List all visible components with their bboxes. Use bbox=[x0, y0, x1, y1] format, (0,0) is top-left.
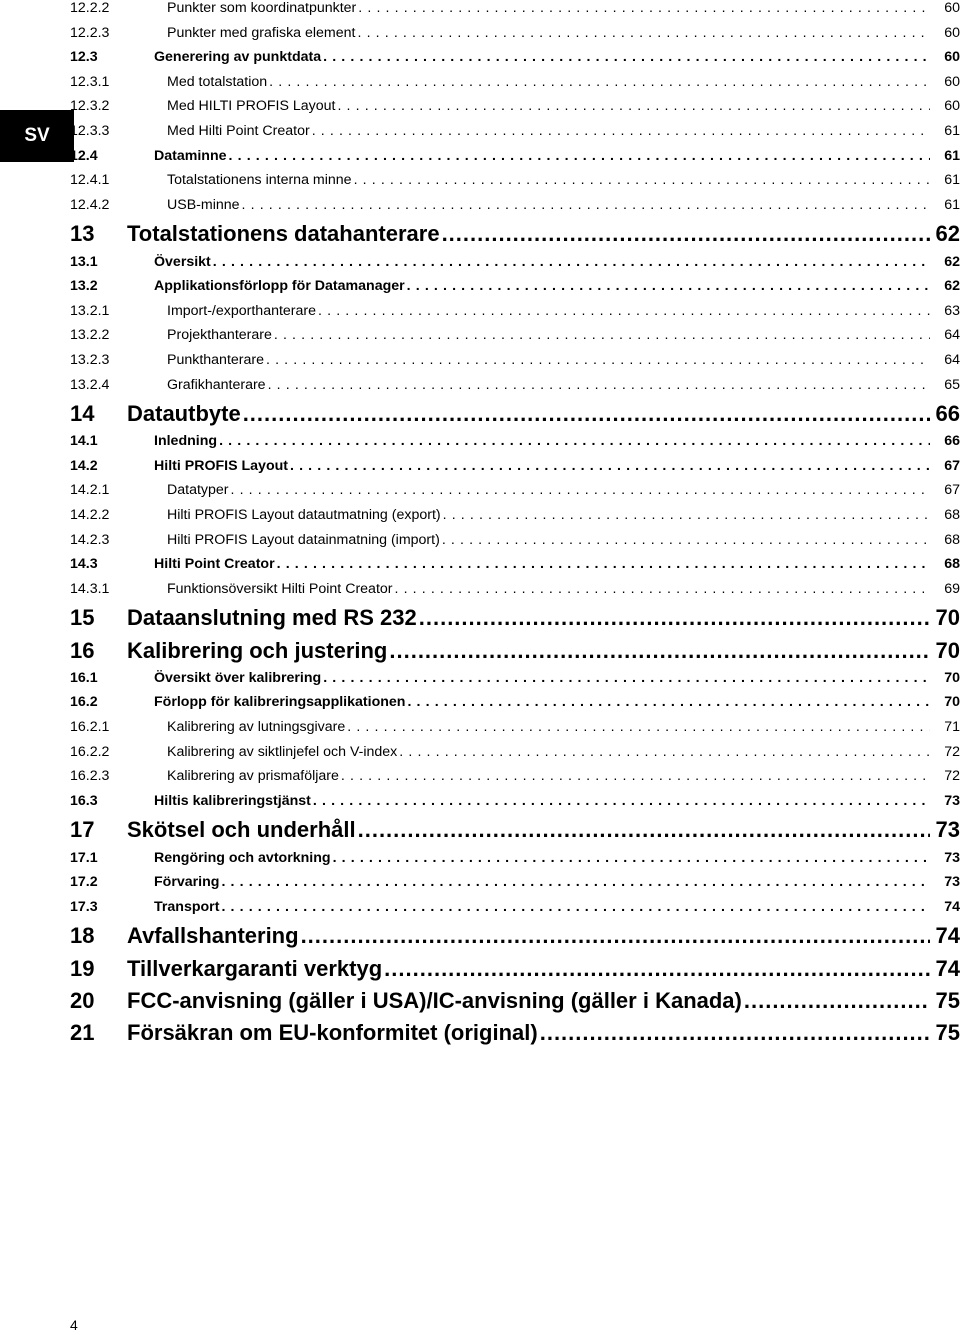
toc-entry[interactable] bbox=[70, 956, 960, 988]
toc-entry-page: 74 bbox=[935, 955, 960, 981]
toc-entry-title: Hilti PROFIS Layout datainmatning (import) bbox=[167, 531, 440, 548]
toc-entry[interactable] bbox=[70, 874, 960, 899]
toc-entry[interactable] bbox=[70, 670, 960, 695]
toc-entry[interactable] bbox=[70, 744, 960, 769]
dot-leader bbox=[442, 532, 930, 548]
dot-leader bbox=[231, 482, 930, 498]
dot-leader bbox=[358, 817, 930, 843]
toc-entry-page: 68 bbox=[944, 507, 960, 524]
dot-leader bbox=[243, 401, 930, 427]
toc-entry-number: 19 bbox=[70, 955, 95, 981]
dot-leader bbox=[384, 956, 930, 982]
toc-entry-page: 60 bbox=[944, 0, 960, 16]
toc-entry-title: Kalibrering av lutningsgivare bbox=[167, 719, 346, 735]
toc-entry-page: 68 bbox=[944, 531, 960, 548]
toc-entry-number: 13.2.4 bbox=[70, 376, 110, 393]
toc-entry[interactable] bbox=[70, 507, 960, 532]
toc-entry-page: 60 bbox=[944, 24, 960, 41]
toc-entry-number: 14 bbox=[70, 401, 95, 427]
toc-entry-title: USB-minne bbox=[167, 196, 240, 213]
toc-entry-title: Punkter som koordinatpunkter bbox=[167, 0, 357, 16]
toc-entry-number: 12.2.3 bbox=[70, 24, 110, 41]
dot-leader bbox=[354, 172, 930, 188]
dot-leader bbox=[213, 254, 930, 270]
toc-entry-number: 18 bbox=[70, 923, 95, 949]
toc-entry-title: Översikt över kalibrering bbox=[154, 669, 322, 686]
toc-entry-number: 16.3 bbox=[70, 792, 98, 809]
toc-entry-title: Dataanslutning med RS 232 bbox=[127, 605, 417, 631]
dot-leader bbox=[407, 278, 930, 294]
toc-entry-page: 73 bbox=[944, 792, 960, 809]
toc-entry-page: 69 bbox=[944, 580, 960, 597]
toc-entry-number: 12.3 bbox=[70, 49, 98, 66]
toc-entry-page: 64 bbox=[944, 351, 960, 368]
toc-entry-page: 61 bbox=[944, 147, 960, 164]
toc-entry-title: Skötsel och underhåll bbox=[127, 817, 356, 843]
toc-entry[interactable] bbox=[70, 482, 960, 507]
language-tab: SV bbox=[0, 110, 74, 162]
toc-entry[interactable] bbox=[70, 278, 960, 303]
toc-entry-number: 16.2.1 bbox=[70, 719, 110, 735]
toc-entry-number: 16.2.2 bbox=[70, 743, 110, 760]
toc-entry-title: FCC-anvisning (gäller i USA)/IC-anvisning (gäller i Kanada) bbox=[127, 987, 742, 1013]
toc-entry[interactable] bbox=[70, 694, 960, 719]
toc-entry-page: 75 bbox=[935, 1019, 960, 1045]
toc-entry-number: 12.2.2 bbox=[70, 0, 110, 16]
toc-entry-number: 14.3.1 bbox=[70, 580, 110, 597]
toc-entry-page: 62 bbox=[935, 221, 960, 247]
toc-entry[interactable] bbox=[70, 98, 960, 123]
toc-entry-number: 14.2.3 bbox=[70, 531, 110, 548]
dot-leader bbox=[274, 327, 930, 343]
toc-entry[interactable] bbox=[70, 719, 960, 744]
toc-entry-number: 12.4 bbox=[70, 147, 98, 164]
toc-entry-number: 16.2 bbox=[70, 694, 98, 711]
dot-leader bbox=[333, 850, 930, 866]
toc-entry-title: Hilti PROFIS Layout bbox=[154, 457, 288, 474]
dot-leader bbox=[313, 793, 930, 809]
toc-entry-page: 70 bbox=[935, 605, 960, 631]
toc-entry-page: 66 bbox=[935, 401, 960, 427]
dot-leader bbox=[395, 581, 930, 597]
toc-entry-title: Med totalstation bbox=[167, 73, 268, 90]
dot-leader bbox=[242, 197, 930, 213]
dot-leader bbox=[229, 148, 930, 164]
toc-entry-title: Datatyper bbox=[167, 482, 229, 499]
toc-entry-number: 14.2.1 bbox=[70, 482, 110, 499]
toc-entry-title: Punkthanterare bbox=[167, 351, 265, 368]
toc-entry[interactable] bbox=[70, 377, 960, 402]
dot-leader bbox=[312, 123, 930, 139]
toc-entry[interactable] bbox=[70, 123, 960, 148]
toc-entry-number: 13.2 bbox=[70, 278, 98, 295]
toc-entry-page: 73 bbox=[944, 874, 960, 891]
toc-entry[interactable] bbox=[70, 532, 960, 557]
dot-leader bbox=[323, 670, 930, 686]
toc-entry-title: Inledning bbox=[154, 433, 218, 450]
toc-entry-number: 20 bbox=[70, 987, 95, 1013]
toc-entry[interactable] bbox=[70, 74, 960, 99]
toc-entry[interactable] bbox=[70, 49, 960, 74]
toc-entry-number: 14.3 bbox=[70, 556, 98, 573]
toc-entry[interactable] bbox=[70, 303, 960, 328]
toc-entry-number: 14.1 bbox=[70, 433, 98, 450]
toc-entry-title: Projekthanterare bbox=[167, 327, 272, 344]
toc-entry[interactable] bbox=[70, 433, 960, 458]
toc-entry-page: 60 bbox=[944, 98, 960, 115]
toc-entry-page: 61 bbox=[944, 196, 960, 213]
toc-entry-page: 74 bbox=[935, 923, 960, 949]
toc-entry-title: Datautbyte bbox=[127, 401, 241, 427]
toc-entry-title: Applikationsförlopp för Datamanager bbox=[154, 278, 405, 295]
toc-entry-page: 70 bbox=[944, 694, 960, 711]
toc-entry-number: 17.2 bbox=[70, 874, 98, 891]
toc-entry-number: 16 bbox=[70, 637, 95, 663]
toc-entry-title: Import-/exporthanterare bbox=[167, 302, 317, 319]
toc-entry-title: Transport bbox=[154, 898, 220, 915]
toc-entry-title: Funktionsöversikt Hilti Point Creator bbox=[167, 580, 393, 597]
toc-entry-number: 12.4.1 bbox=[70, 172, 110, 189]
toc-entry-number: 14.2 bbox=[70, 457, 98, 474]
toc-entry-title: Med HILTI PROFIS Layout bbox=[167, 98, 336, 115]
toc-entry[interactable] bbox=[70, 458, 960, 483]
toc-entry-number: 13.1 bbox=[70, 253, 98, 270]
toc-entry[interactable] bbox=[70, 581, 960, 606]
toc-entry-page: 66 bbox=[944, 433, 960, 450]
toc-entry-page: 73 bbox=[944, 849, 960, 866]
toc-entry-title: Förlopp för kalibreringsapplikationen bbox=[154, 694, 406, 711]
dot-leader bbox=[540, 1020, 930, 1046]
toc-entry[interactable] bbox=[70, 988, 960, 1020]
dot-leader bbox=[341, 768, 930, 784]
dot-leader bbox=[323, 49, 930, 65]
dot-leader bbox=[318, 303, 930, 319]
toc-entry-number: 13.2.3 bbox=[70, 351, 110, 368]
toc-entry[interactable] bbox=[70, 254, 960, 279]
toc-entry-title: Kalibrering av siktlinjefel och V-index bbox=[167, 743, 398, 760]
toc-entry[interactable] bbox=[70, 899, 960, 924]
dot-leader bbox=[347, 719, 930, 735]
toc-entry[interactable] bbox=[70, 605, 960, 637]
toc-entry[interactable] bbox=[70, 793, 960, 818]
toc-entry-title: Generering av punktdata bbox=[154, 49, 322, 66]
toc-entry[interactable] bbox=[70, 0, 960, 25]
toc-entry-number: 12.3.2 bbox=[70, 98, 110, 115]
toc-entry-number: 12.4.2 bbox=[70, 196, 110, 213]
toc-entry[interactable] bbox=[70, 327, 960, 352]
toc-entry-page: 64 bbox=[944, 327, 960, 344]
table-of-contents bbox=[70, 0, 960, 1052]
toc-entry[interactable] bbox=[70, 556, 960, 581]
toc-entry-number: 12.3.1 bbox=[70, 73, 110, 90]
dot-leader bbox=[443, 507, 930, 523]
toc-entry-number: 12.3.3 bbox=[70, 122, 110, 139]
toc-entry[interactable] bbox=[70, 221, 960, 253]
toc-entry-title: Totalstationens interna minne bbox=[167, 172, 352, 189]
dot-leader bbox=[399, 744, 930, 760]
toc-entry[interactable] bbox=[70, 172, 960, 197]
dot-leader bbox=[407, 694, 930, 710]
toc-entry[interactable] bbox=[70, 197, 960, 222]
toc-entry-number: 17 bbox=[70, 817, 95, 843]
dot-leader bbox=[290, 458, 930, 474]
toc-entry-title: Hiltis kalibreringstjänst bbox=[154, 792, 311, 809]
toc-entry-number: 13.2.2 bbox=[70, 327, 110, 344]
dot-leader bbox=[357, 25, 930, 41]
toc-entry-title: Dataminne bbox=[154, 147, 227, 164]
dot-leader bbox=[219, 433, 930, 449]
toc-entry-page: 62 bbox=[944, 278, 960, 295]
dot-leader bbox=[389, 638, 930, 664]
toc-entry[interactable] bbox=[70, 25, 960, 50]
dot-leader bbox=[301, 923, 930, 949]
toc-entry-number: 17.3 bbox=[70, 898, 98, 915]
toc-entry[interactable] bbox=[70, 352, 960, 377]
toc-entry[interactable] bbox=[70, 638, 960, 670]
dot-leader bbox=[419, 605, 930, 631]
toc-entry-page: 72 bbox=[944, 743, 960, 760]
toc-entry-number: 21 bbox=[70, 1019, 95, 1045]
toc-entry-number: 16.1 bbox=[70, 669, 98, 686]
toc-entry-title: Översikt bbox=[154, 253, 211, 270]
toc-entry-page: 63 bbox=[944, 302, 960, 319]
toc-entry-number: 14.2.2 bbox=[70, 507, 110, 524]
toc-entry-page: 67 bbox=[944, 457, 960, 474]
dot-leader bbox=[442, 221, 930, 247]
dot-leader bbox=[221, 899, 930, 915]
toc-entry-number: 16.2.3 bbox=[70, 768, 110, 785]
toc-entry-page: 68 bbox=[944, 556, 960, 573]
toc-entry-page: 62 bbox=[944, 253, 960, 270]
toc-entry-title: Avfallshantering bbox=[127, 923, 299, 949]
toc-entry-page: 70 bbox=[944, 669, 960, 686]
dot-leader bbox=[268, 377, 930, 393]
toc-entry-page: 71 bbox=[944, 719, 960, 735]
toc-entry-title: Hilti Point Creator bbox=[154, 556, 275, 573]
toc-entry-page: 60 bbox=[944, 73, 960, 90]
toc-entry-number: 13.2.1 bbox=[70, 302, 110, 319]
toc-entry-title: Hilti PROFIS Layout datautmatning (export) bbox=[167, 507, 441, 524]
dot-leader bbox=[358, 0, 930, 16]
dot-leader bbox=[269, 74, 930, 90]
toc-entry-number: 13 bbox=[70, 221, 95, 247]
toc-entry-title: Med Hilti Point Creator bbox=[167, 122, 310, 139]
dot-leader bbox=[221, 874, 930, 890]
toc-entry-number: 15 bbox=[70, 605, 95, 631]
toc-entry-number: 17.1 bbox=[70, 849, 98, 866]
toc-entry-page: 61 bbox=[944, 122, 960, 139]
toc-entry-title: Försäkran om EU-konformitet (original) bbox=[127, 1019, 538, 1045]
toc-entry-title: Grafikhanterare bbox=[167, 376, 266, 393]
toc-entry-title: Rengöring och avtorkning bbox=[154, 849, 331, 866]
toc-entry-title: Punkter med grafiska element bbox=[167, 24, 356, 41]
dot-leader bbox=[266, 352, 930, 368]
toc-entry[interactable] bbox=[70, 850, 960, 875]
toc-entry[interactable] bbox=[70, 923, 960, 955]
toc-entry-page: 73 bbox=[935, 817, 960, 843]
toc-entry-page: 60 bbox=[944, 49, 960, 66]
toc-entry-page: 74 bbox=[944, 898, 960, 915]
toc-entry[interactable] bbox=[70, 148, 960, 173]
dot-leader bbox=[744, 988, 930, 1014]
dot-leader bbox=[277, 556, 930, 572]
toc-entry[interactable] bbox=[70, 401, 960, 433]
page-number: 4 bbox=[70, 1317, 78, 1333]
toc-entry[interactable] bbox=[70, 1020, 960, 1052]
toc-entry-page: 75 bbox=[935, 987, 960, 1013]
toc-entry-page: 67 bbox=[944, 482, 960, 499]
toc-entry-page: 72 bbox=[944, 768, 960, 785]
toc-entry-page: 70 bbox=[935, 637, 960, 663]
toc-entry-title: Kalibrering och justering bbox=[127, 637, 388, 663]
toc-entry-page: 61 bbox=[944, 172, 960, 189]
toc-entry[interactable] bbox=[70, 817, 960, 849]
toc-entry[interactable] bbox=[70, 768, 960, 793]
toc-entry-title: Förvaring bbox=[154, 874, 220, 891]
toc-entry-title: Kalibrering av prismaföljare bbox=[167, 768, 339, 785]
toc-entry-title: Tillverkargaranti verktyg bbox=[127, 955, 383, 981]
toc-entry-page: 65 bbox=[944, 376, 960, 393]
toc-entry-title: Totalstationens datahanterare bbox=[127, 221, 440, 247]
dot-leader bbox=[337, 98, 930, 114]
